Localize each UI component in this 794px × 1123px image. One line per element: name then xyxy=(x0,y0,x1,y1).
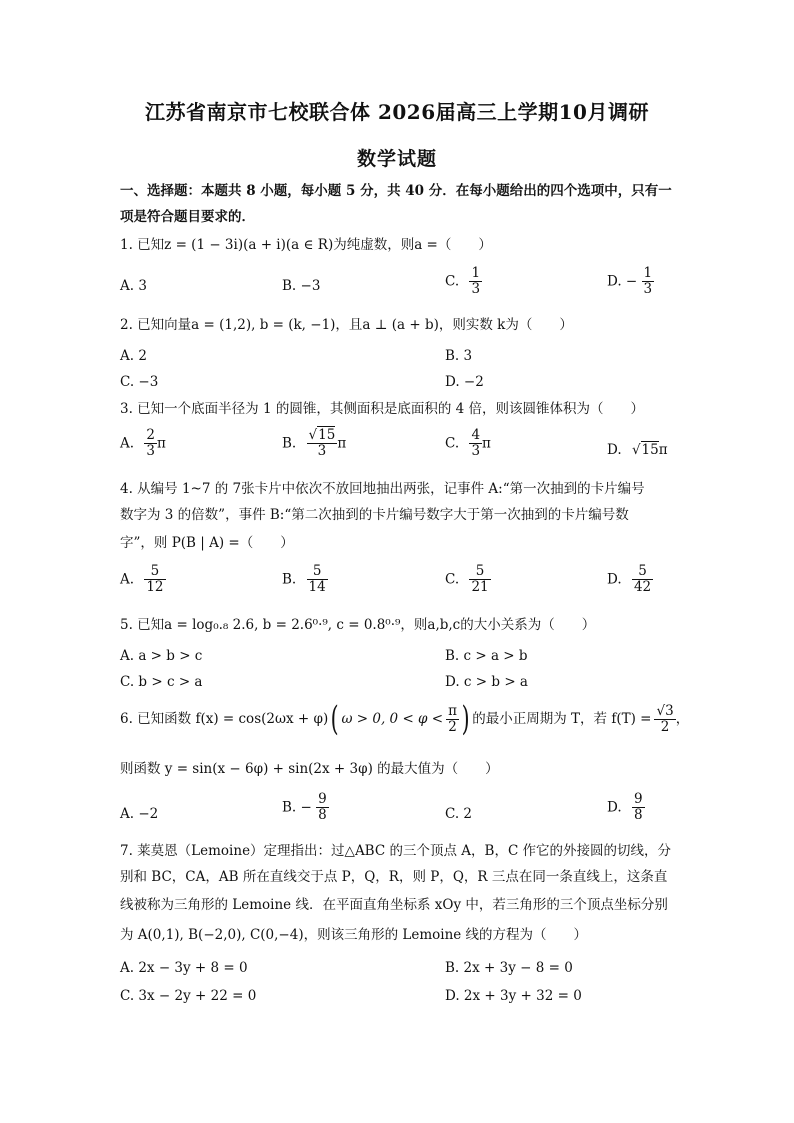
q3-option-c: C. $\frac{4}{3}$ π xyxy=(445,427,491,459)
question-7-line-1: 7. 莱莫恩（Lemoine）定理指出：过△ABC 的三个顶点 A，B，C 作它的外接圆的切线，分 xyxy=(120,843,672,859)
q7-option-a: A. 2x − 3y + 8 = 0 xyxy=(120,960,248,976)
q6-option-b: B. − $\frac{9}{8}$ xyxy=(282,791,327,823)
q5-option-a: A. a > b > c xyxy=(120,648,203,664)
q3-option-a: A. $\frac{2}{3}$ π xyxy=(120,427,166,459)
question-4-line-1: 4. 从编号 1~7 的 7张卡片中依次不放回地抽出两张，记事件 A:“第一次抽到的卡片编号 xyxy=(120,481,645,497)
question-2-stem: 2. 已知向量a = (1,2), b = (k, −1)，且a ⊥ (a + b)，则实数 k为（ ） xyxy=(120,317,573,333)
q3-option-b-fraction: $\frac{√15}{3}$ xyxy=(308,427,336,459)
q1-option-d-label: D. − xyxy=(607,273,638,290)
q1-option-a: A. 3 xyxy=(120,278,147,294)
q4-option-d: D. $\frac{5}{42}$ xyxy=(607,563,652,595)
q3-option-c-fraction: $\frac{4}{3}$ xyxy=(471,427,481,459)
exam-subtitle: 数学试题 xyxy=(356,148,437,170)
question-3-stem: 3. 已知一个底面半径为 1 的圆锥，其侧面积是底面积的 4 倍，则该圆锥体积为（ ） xyxy=(120,401,645,417)
q4-option-c: C. $\frac{5}{21}$ xyxy=(445,563,489,595)
q5-option-b: B. c > a > b xyxy=(445,648,528,664)
q5-option-c: C. b > c > a xyxy=(120,674,203,690)
q2-option-b: B. 3 xyxy=(445,348,473,364)
q7-option-d: D. 2x + 3y + 32 = 0 xyxy=(445,988,582,1004)
q2-option-a: A. 2 xyxy=(120,348,147,364)
question-7-line-4: 为 A(0,1), B(−2,0), C(0,−4)，则该三角形的 Lemoine 线的方程为（ ） xyxy=(120,927,588,943)
question-7-line-2: 别和 BC，CA，AB 所在直线交于点 P，Q，R，则 P，Q，R 三点在同一条直线上，这条直 xyxy=(120,869,668,885)
q3-option-a-fraction: $\frac{2}{3}$ xyxy=(146,427,155,459)
question-4-line-3: 字”，则 P(B | A) =（ ） xyxy=(120,535,294,551)
q7-option-c: C. 3x − 2y + 22 = 0 xyxy=(120,988,257,1004)
q1-option-d xyxy=(607,266,654,297)
q1-option-c-label: C. xyxy=(445,273,460,290)
question-1-stem: 1. 已知z = (1 − 3i)(a + i)(a ∈ R)为纯虚数，则a =（ ） xyxy=(120,237,492,253)
exam-title: 江苏省南京市七校联合体 2026届高三上学期10月调研 xyxy=(145,100,649,124)
q5-option-d: D. c > b > a xyxy=(445,674,528,690)
q4-option-a: A. $\frac{5}{12}$ xyxy=(120,563,164,595)
question-6-line-2: 则函数 y = sin(x − 6φ) + sin(2x + 3φ) 的最大值为（ ） xyxy=(120,761,499,777)
q7-option-b: B. 2x + 3y − 8 = 0 xyxy=(445,960,573,976)
question-4-line-2: 数字为 3 的倍数”，事件 B:“第二次抽到的卡片编号数字大于第一次抽到的卡片编号数 xyxy=(120,507,629,523)
q6-option-c: C. 2 xyxy=(445,806,473,822)
q3-option-d: D. √15π xyxy=(607,442,668,458)
q1-option-c-fraction: $\frac{1}{3}$ xyxy=(471,265,481,297)
question-6-line-1: 6. 已知函数 f(x) = cos(2ωx + φ)( ω > 0, 0 < φ < $\frac{\pi}{2}$ ) 的最小正周期为 T，若 f(T) = $\frac{√3}{2}$ ， xyxy=(120,699,690,739)
q6-option-d: D. $\frac{9}{8}$ xyxy=(607,791,643,823)
question-7-line-3: 线被称为三角形的 Lemoine 线．在平面直角坐标系 xOy 中，若三角形的三个顶点坐标分别 xyxy=(120,897,668,913)
question-5-stem: 5. 已知a = log₀.₈ 2.6, b = 2.6⁰·⁹, c = 0.8⁰·⁹，则a,b,c的大小关系为（ ） xyxy=(120,617,596,633)
q1-option-d-fraction: $\frac{1}{3}$ xyxy=(643,265,653,297)
q2-option-c: C. −3 xyxy=(120,374,159,390)
q4-option-b: B. $\frac{5}{14}$ xyxy=(282,563,326,595)
section-heading: 一、选择题：本题共 8 小题，每小题 5 分，共 40 分．在每小题给出的四个选项中，只有一项是符合题目要求的． xyxy=(120,183,672,225)
q1-option-b: B. −3 xyxy=(282,278,321,294)
q1-option-c xyxy=(445,266,482,297)
q2-option-d: D. −2 xyxy=(445,374,484,390)
q3-option-b: B. $\frac{√15}{3}$ π xyxy=(282,427,347,459)
q6-option-a: A. −2 xyxy=(120,806,159,822)
